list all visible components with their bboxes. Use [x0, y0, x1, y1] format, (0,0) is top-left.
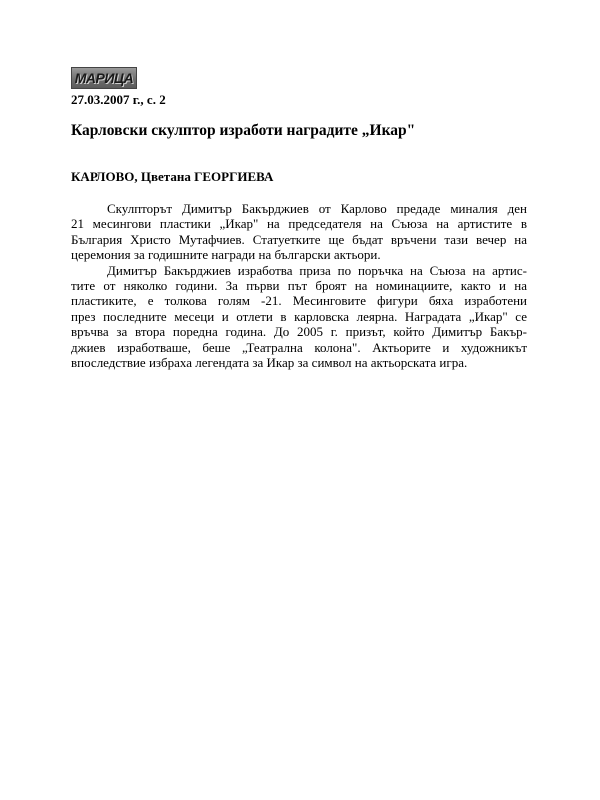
text-line: Димитър Бакърджиев изработва приза по поръчка на Съюза на артис- — [107, 262, 527, 278]
article-body — [71, 201, 527, 370]
text-line: връчва за втора поредна година. До 2005 г. призът, който Димитър Бакър- — [71, 324, 527, 340]
newspaper-logo-text: МАРИЦА — [74, 70, 134, 86]
text-line: България Христо Мутафчиев. Статуетките ще бъдат връчени тази вечер на — [71, 231, 527, 247]
text-line: 21 месингови пластики „Икар" на председателя на Съюза на артистите в — [71, 216, 527, 232]
text-line: Скулпторът Димитър Бакърджиев от Карлово предаде миналия ден — [107, 201, 527, 216]
article-headline: Карловски скулптор изработи наградите „Икар" — [71, 122, 416, 139]
text-line: пластиките, е толкова голям -21. Месинговите фигури бяха изработени — [71, 293, 527, 309]
publication-date: 27.03.2007 г., с. 2 — [71, 92, 166, 107]
text-line: през последните месеци и отлети в карловска леярна. Наградата „Икар" се — [71, 308, 527, 324]
article-paragraph-1 — [71, 201, 527, 263]
newspaper-logo — [71, 67, 137, 89]
article-paragraph-2 — [71, 263, 527, 371]
text-line: церемония за годишните награди на български актьори. — [71, 247, 381, 263]
article-byline: КАРЛОВО, Цветана ГЕОРГИЕВА — [71, 169, 274, 184]
text-line: тите от няколко години. За първи път броят на номинациите, както и на — [71, 278, 527, 294]
text-line: впоследствие избраха легендата за Икар за символ на актьорската игра. — [71, 355, 468, 371]
text-line: джиев изработваше, беше „Театрална колона". Актьорите и художникът — [71, 339, 527, 355]
